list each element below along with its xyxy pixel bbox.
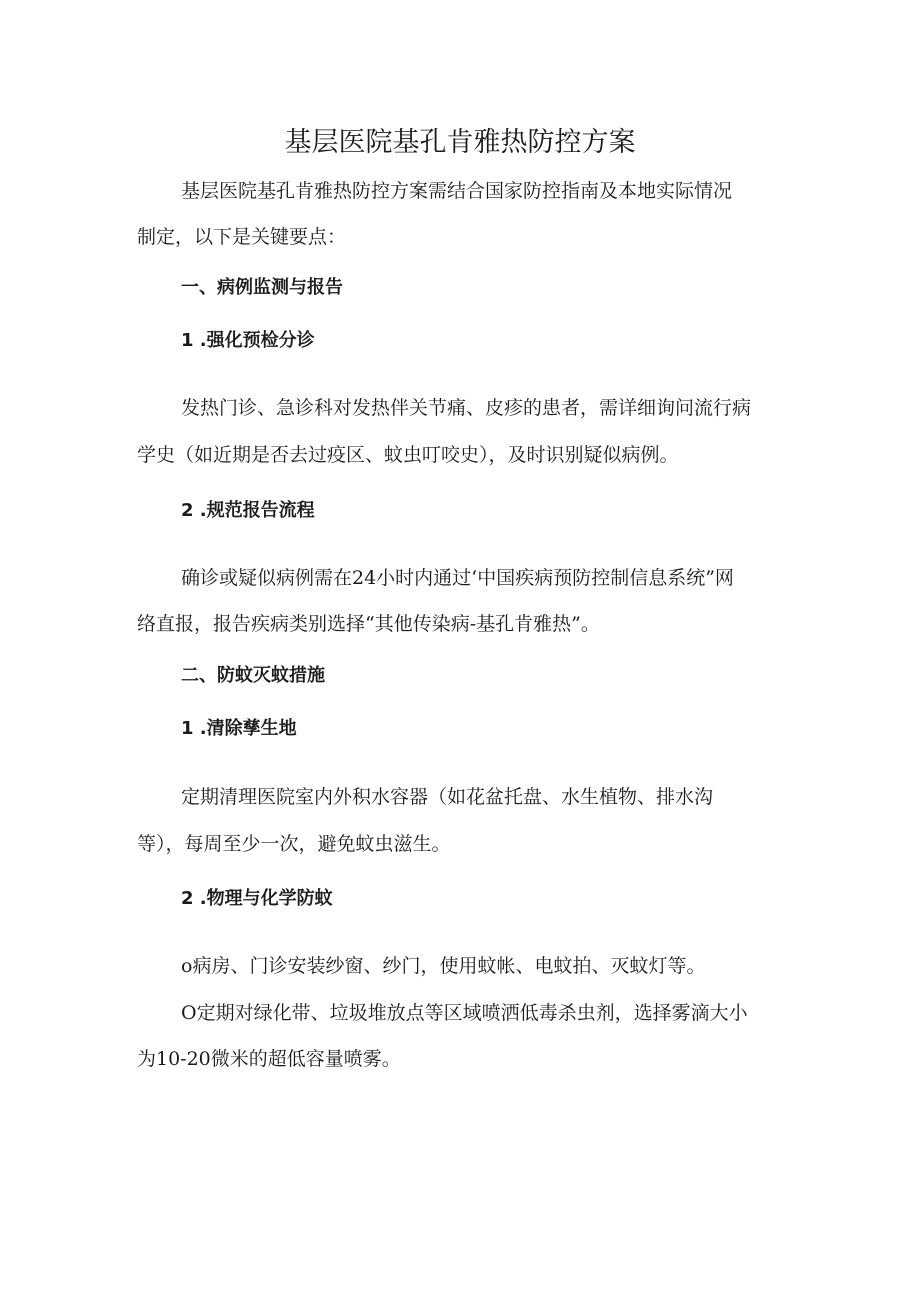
section-1-item-1-heading: 1 .强化预检分诊 xyxy=(181,330,315,351)
section-1-heading: 一、病例监测与报告 xyxy=(181,277,343,298)
section-2-item-2-heading: 2 .物理与化学防蚊 xyxy=(181,888,333,909)
section-2-item-2-bullet-1: o病房、门诊安装纱窗、纱门，使用蚊帐、电蚊拍、灭蚊灯等。 xyxy=(181,955,706,977)
section-1-item-2-line-1: 确诊或疑似病例需在24小时内通过‘中国疾病预防控制信息系统”网 xyxy=(181,567,734,589)
document-title: 基层医院基孔肯雅热防控方案 xyxy=(284,127,636,158)
intro-line-1: 基层医院基孔肯雅热防控方案需结合国家防控指南及本地实际情况 xyxy=(181,180,733,202)
section-2-item-1-line-2: 等），每周至少一次，避免蚊虫滋生。 xyxy=(137,833,451,855)
intro-line-2: 制定，以下是关键要点： xyxy=(137,226,347,248)
section-1-item-1-line-1: 发热门诊、急诊科对发热伴关节痛、皮疹的患者，需详细询问流行病 xyxy=(181,397,752,419)
section-1-item-1-line-2: 学史（如近期是否去过疫区、蚊虫叮咬史），及时识别疑似病例。 xyxy=(137,444,679,466)
section-1-item-2-heading: 2 .规范报告流程 xyxy=(181,500,315,521)
section-2-item-2-bullet-2-line-1: O定期对绿化带、垃圾堆放点等区域喷洒低毒杀虫剂，选择雾滴大小 xyxy=(181,1002,748,1024)
section-2-heading: 二、防蚊灭蚊措施 xyxy=(181,665,325,686)
section-2-item-1-line-1: 定期清理医院室内外积水容器（如花盆托盘、水生植物、排水沟 xyxy=(181,786,714,808)
section-1-item-2-line-2: 络直报，报告疾病类别选择“其他传染病-基孔肯雅热”。 xyxy=(137,613,600,635)
section-2-item-1-heading: 1 .清除孳生地 xyxy=(181,718,297,739)
section-2-item-2-bullet-2-line-2: 为10-20微米的超低容量喷雾。 xyxy=(137,1048,401,1070)
